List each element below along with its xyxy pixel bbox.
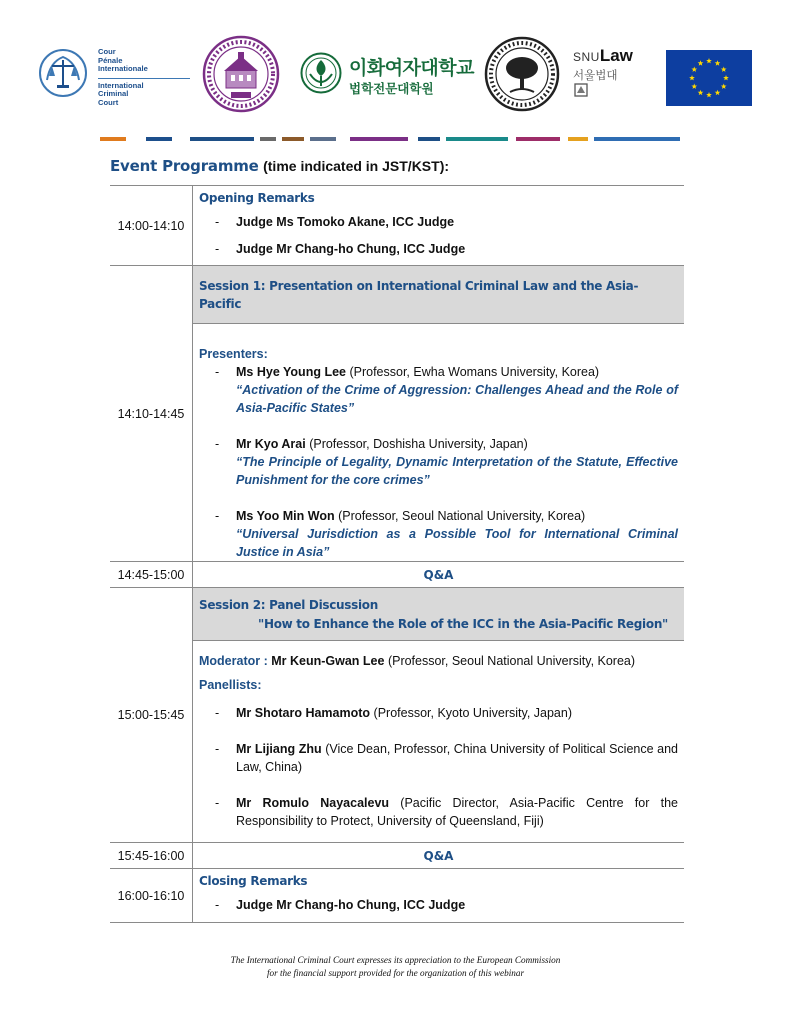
speaker-name: Judge Ms Tomoko Akane, ICC Judge (236, 215, 455, 229)
section-title: Closing Remarks (199, 874, 308, 888)
icc-logo (38, 48, 188, 108)
divider-dash (190, 137, 254, 141)
panellist-name: Mr Lijiang Zhu (236, 742, 322, 756)
table-row-session-2 (110, 588, 684, 843)
list-item (193, 240, 684, 258)
presentation-title: “The Principle of Legality, Dynamic Interpretation of the Statute, Effective Punishment for the core crimes” (236, 455, 678, 487)
list-dash: - (215, 242, 220, 256)
presenter-affiliation: (Professor, Seoul National University, Korea) (338, 509, 586, 523)
panellist-affiliation: (Professor, Kyoto University, Japan) (373, 706, 572, 720)
icc-name-line: Court (98, 97, 119, 107)
icc-name (98, 48, 190, 108)
panellists-label-text: Panellists: (199, 678, 262, 692)
icc-emblem-icon (38, 48, 88, 98)
snu-seal-icon (574, 83, 588, 97)
icc-name-line: Internationale (98, 64, 148, 74)
presentation-title: “Activation of the Crime of Aggression: Challenges Ahead and the Role of Asia-Pacific States” (236, 383, 678, 415)
list-item (193, 704, 684, 722)
presenters-label-text: Presenters: (199, 347, 268, 361)
list-dash: - (215, 796, 220, 810)
programme-title: Event Programme (110, 157, 259, 175)
table-row-session-1 (110, 266, 684, 562)
list-dash: - (215, 706, 220, 720)
moderator-name: Mr Keun-Gwan Lee (271, 654, 385, 668)
eu-flag-icon (666, 50, 752, 106)
table-row-closing (110, 869, 684, 923)
presenter-name: Ms Hye Young Lee (236, 365, 346, 379)
table-row-opening (110, 186, 684, 266)
programme-time-note: (time indicated in JST/KST): (263, 158, 450, 174)
section-title: Session 1: Presentation on International Criminal Law and the Asia-Pacific (193, 266, 684, 324)
content-cell (193, 869, 685, 923)
content-cell (193, 186, 685, 266)
list-item (193, 435, 684, 489)
panellist-name: Mr Romulo Nayacalevu (236, 796, 390, 810)
list-item (193, 794, 684, 830)
list-dash: - (215, 365, 220, 379)
icc-divider (98, 78, 190, 79)
snu-prefix: SNU (573, 50, 600, 64)
doshisha-seal-icon (201, 34, 281, 114)
divider-dash (568, 137, 588, 141)
presenter-name: Ms Yoo Min Won (236, 509, 335, 523)
list-item (193, 507, 684, 561)
table-row-qa-1 (110, 562, 684, 588)
ewha-name: 이화여자대학교 (349, 58, 474, 79)
presenters-label (193, 324, 684, 363)
time-cell: 16:00-16:10 (110, 869, 193, 923)
time-cell: 15:00-15:45 (110, 588, 193, 843)
divider-dash (282, 137, 304, 141)
panel-topic: "How to Enhance the Role of the ICC in the Asia-Pacific Region" (258, 617, 669, 631)
divider-dash (594, 137, 680, 141)
icc-name-line: Pénale (98, 55, 123, 65)
list-item (193, 213, 684, 231)
ewha-emblem-icon (300, 52, 342, 94)
programme-heading (110, 157, 449, 176)
divider-dash (418, 137, 440, 141)
session-title: Session 2: Panel Discussion (199, 598, 378, 612)
partner-logos (36, 34, 756, 114)
programme-table (110, 185, 684, 923)
panellists-label (193, 670, 684, 694)
snu-law-text: Law (599, 46, 633, 65)
list-dash: - (215, 898, 220, 912)
speaker-name: Judge Mr Chang-ho Chung, ICC Judge (236, 242, 466, 256)
divider-dash (146, 137, 172, 141)
ewha-subtitle: 법학전문대학원 (349, 82, 434, 96)
kyoto-university-seal-icon (484, 36, 560, 112)
moderator-affiliation: (Professor, Seoul National University, Korea) (387, 654, 636, 668)
list-dash: - (215, 742, 220, 756)
moderator-line (193, 641, 684, 670)
list-item (193, 363, 684, 417)
time-cell: 14:10-14:45 (110, 266, 193, 562)
divider-dash (260, 137, 276, 141)
footnote-line: for the financial support provided for the organization of this webinar (266, 968, 525, 978)
list-dash: - (215, 437, 220, 451)
table-row-qa-2 (110, 843, 684, 869)
panellist-affiliation: (Pacific Director, Asia-Pacific Centre for the Responsibility to Protect, University of Queensland, Fiji) (236, 796, 678, 828)
time-cell: 15:45-16:00 (110, 843, 193, 869)
qa-cell: Q&A (193, 843, 685, 869)
content-cell (193, 266, 685, 562)
list-dash: - (215, 215, 220, 229)
section-title (193, 588, 684, 641)
qa-cell: Q&A (193, 562, 685, 588)
icc-name-line: Cour (98, 47, 116, 56)
ewha-logo (300, 52, 480, 98)
presenter-affiliation: (Professor, Doshisha University, Japan) (309, 437, 528, 451)
snu-law-wordmark (573, 46, 633, 66)
presenter-name: Mr Kyo Arai (236, 437, 306, 451)
panellist-affiliation: (Vice Dean, Professor, China University of Political Science and Law, China) (236, 742, 678, 774)
presentation-title: “Universal Jurisdiction as a Possible Tool for International Criminal Justice in Asia” (236, 527, 678, 559)
divider-dash (350, 137, 408, 141)
list-dash: - (215, 509, 220, 523)
time-cell: 14:45-15:00 (110, 562, 193, 588)
snu-law-logo (573, 46, 653, 106)
list-item (193, 740, 684, 776)
moderator-label: Moderator : (199, 654, 268, 668)
icc-name-line: Criminal (98, 89, 129, 99)
divider-dash (310, 137, 336, 141)
speaker-name: Judge Mr Chang-ho Chung, ICC Judge (236, 898, 466, 912)
acknowledgement-footnote (100, 954, 691, 980)
footnote-line: The International Criminal Court expresses its appreciation to the European Commission (230, 955, 561, 965)
divider-dash (446, 137, 508, 141)
list-item (193, 896, 684, 914)
divider-dash (100, 137, 126, 141)
content-cell (193, 588, 685, 843)
decorative-color-dashes (100, 137, 680, 141)
presenter-affiliation: (Professor, Ewha Womans University, Korea) (349, 365, 600, 379)
divider-dash (516, 137, 560, 141)
icc-name-line: International (98, 80, 144, 90)
section-title: Opening Remarks (199, 191, 315, 205)
panellist-name: Mr Shotaro Hamamoto (236, 706, 371, 720)
time-cell: 14:00-14:10 (110, 186, 193, 266)
snu-korean-name: 서울법대 (573, 70, 618, 82)
